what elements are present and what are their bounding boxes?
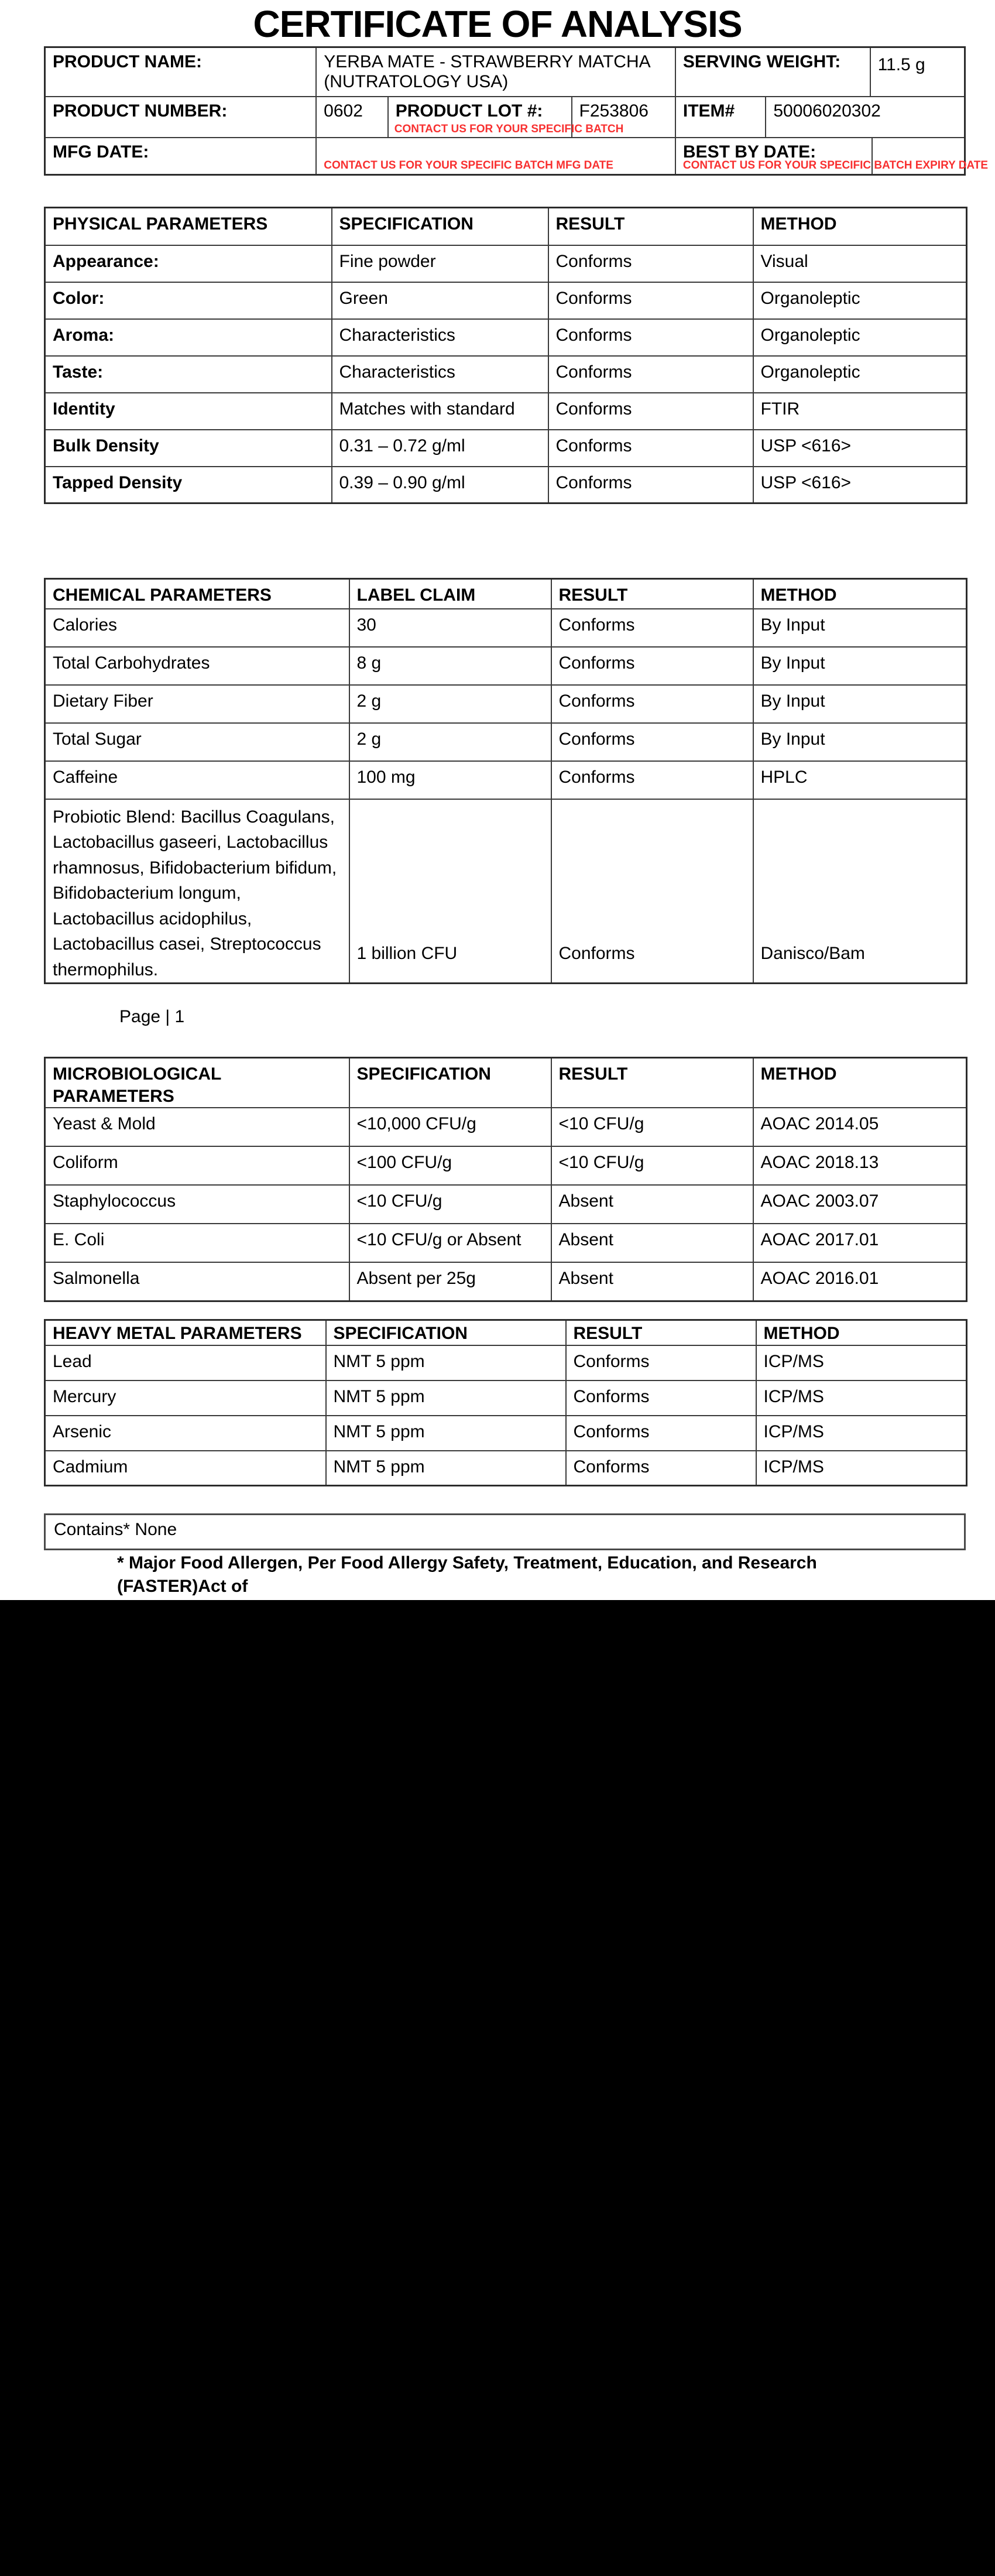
cell-param: Aroma:	[45, 319, 332, 356]
cell-label-claim: 8 g	[349, 647, 551, 685]
cell-param: Bulk Density	[45, 430, 332, 467]
product-name-line1: YERBA MATE - STRAWBERRY MATCHA	[324, 52, 651, 71]
mfg-date-label: MFG DATE:	[46, 138, 317, 174]
cell-spec: Green	[332, 282, 548, 319]
cell-spec: 0.39 – 0.90 g/ml	[332, 467, 548, 503]
cell-method: By Input	[753, 685, 967, 723]
cell-method: ICP/MS	[756, 1451, 967, 1486]
best-by-note: CONTACT US FOR YOUR SPECIFIC BATCH EXPIRY DATE	[682, 159, 989, 172]
item-label: ITEM#	[676, 97, 766, 137]
product-name-line2: (NUTRATOLOGY USA)	[324, 72, 509, 91]
cell-spec: NMT 5 ppm	[326, 1381, 566, 1416]
cell-spec: Characteristics	[332, 356, 548, 393]
cell-result: Conforms	[566, 1451, 756, 1486]
cell-result: Conforms	[551, 609, 753, 647]
header-method: METHOD	[756, 1320, 967, 1345]
cell-method: Visual	[753, 245, 967, 282]
table-row	[45, 393, 967, 430]
header-label-claim: LABEL CLAIM	[349, 579, 551, 609]
cell-param: Appearance:	[45, 245, 332, 282]
table-row	[45, 685, 967, 723]
header-spec: SPECIFICATION	[326, 1320, 566, 1345]
table-header-row	[45, 579, 967, 609]
product-name-value	[317, 48, 676, 96]
header-result: RESULT	[548, 208, 753, 245]
cell-result: Conforms	[548, 356, 753, 393]
table-row	[45, 1345, 967, 1381]
table-row	[46, 48, 964, 97]
product-lot-label: PRODUCT LOT #:	[395, 101, 543, 121]
header-param: HEAVY METAL PARAMETERS	[45, 1320, 326, 1345]
cell-method: Organoleptic	[753, 319, 967, 356]
table-row	[45, 1262, 967, 1301]
item-value: 50006020302	[773, 101, 881, 121]
cell-spec: <10,000 CFU/g	[349, 1108, 551, 1146]
cell-method: AOAC 2014.05	[753, 1108, 967, 1146]
cell-param: Staphylococcus	[45, 1185, 349, 1224]
product-lot-note: CONTACT US FOR YOUR SPECIFIC BATCH	[394, 123, 624, 136]
microbiological-parameters-table	[44, 1057, 967, 1302]
product-number-label: PRODUCT NUMBER:	[46, 97, 317, 137]
table-row	[45, 1416, 967, 1451]
cell-result: Absent	[551, 1185, 753, 1224]
cell-param: Total Carbohydrates	[45, 647, 349, 685]
table-row	[45, 609, 967, 647]
table-row	[45, 799, 967, 984]
cell-result: Conforms	[566, 1381, 756, 1416]
cell-spec: Matches with standard	[332, 393, 548, 430]
heavy-metal-parameters-table	[44, 1319, 967, 1486]
table-row	[45, 1146, 967, 1185]
table-header-row	[45, 208, 967, 245]
table-header-row	[45, 1058, 967, 1108]
serving-weight-value: 11.5 g	[877, 55, 925, 74]
cell-result: Conforms	[551, 685, 753, 723]
cell-param: Mercury	[45, 1381, 326, 1416]
header-method: METHOD	[753, 208, 967, 245]
footer-black-band	[0, 1600, 995, 2576]
cell-method: USP <616>	[753, 467, 967, 503]
cell-spec: Absent per 25g	[349, 1262, 551, 1301]
cell-result: <10 CFU/g	[551, 1146, 753, 1185]
cell-method: Danisco/Bam	[753, 799, 967, 984]
cell-method: AOAC 2017.01	[753, 1224, 967, 1262]
cell-spec: Characteristics	[332, 319, 548, 356]
cell-param: Total Sugar	[45, 723, 349, 761]
cell-result: Conforms	[548, 282, 753, 319]
header-result: RESULT	[566, 1320, 756, 1345]
cell-method: ICP/MS	[756, 1345, 967, 1381]
serving-weight-label: SERVING WEIGHT:	[676, 48, 871, 96]
cell-param: Taste:	[45, 356, 332, 393]
table-row	[45, 723, 967, 761]
table-row	[45, 467, 967, 503]
cell-method: Organoleptic	[753, 282, 967, 319]
table-row	[46, 97, 964, 138]
table-row	[45, 1451, 967, 1486]
table-row	[46, 138, 989, 174]
allergen-footnote-line1: * Major Food Allergen, Per Food Allergy Safety, Treatment, Education, and Research (FASTER)Act of	[117, 1553, 817, 1596]
mfg-date-note: CONTACT US FOR YOUR SPECIFIC BATCH MFG DATE	[324, 159, 613, 172]
cell-method: USP <616>	[753, 430, 967, 467]
mfg-date-cell	[317, 138, 676, 174]
cell-method: FTIR	[753, 393, 967, 430]
table-row	[45, 319, 967, 356]
cell-result: Conforms	[551, 799, 753, 984]
cell-label-claim: 1 billion CFU	[349, 799, 551, 984]
cell-param: Probiotic Blend: Bacillus Coagulans, Lactobacillus gaseeri, Lactobacillus rhamnosus, Bifidobacterium bifidum, Bifidobacterium longum, Lactobacillus acidophilus, Lactobacillus casei, Streptococcus thermophilus.	[45, 799, 349, 984]
cell-method: ICP/MS	[756, 1381, 967, 1416]
cell-param: Salmonella	[45, 1262, 349, 1301]
cell-param: Caffeine	[45, 761, 349, 799]
cell-method: ICP/MS	[756, 1416, 967, 1451]
cell-method: By Input	[753, 609, 967, 647]
table-row	[45, 1381, 967, 1416]
best-by-cell	[676, 138, 989, 174]
cell-param: Tapped Density	[45, 467, 332, 503]
cell-spec: <10 CFU/g or Absent	[349, 1224, 551, 1262]
cell-method: By Input	[753, 723, 967, 761]
cell-result: Conforms	[548, 393, 753, 430]
cell-param: Dietary Fiber	[45, 685, 349, 723]
cell-label-claim: 2 g	[349, 685, 551, 723]
product-number-value: 0602	[317, 97, 389, 137]
table-row	[45, 761, 967, 799]
table-header-row	[45, 1320, 967, 1345]
cell-param: Coliform	[45, 1146, 349, 1185]
header-spec: SPECIFICATION	[332, 208, 548, 245]
cell-param: Arsenic	[45, 1416, 326, 1451]
cell-result: Absent	[551, 1224, 753, 1262]
physical-parameters-table	[44, 207, 967, 504]
cell-param: Calories	[45, 609, 349, 647]
cell-param: Yeast & Mold	[45, 1108, 349, 1146]
cell-result: Conforms	[566, 1416, 756, 1451]
cell-result: Conforms	[551, 723, 753, 761]
cell-param: E. Coli	[45, 1224, 349, 1262]
table-row	[45, 647, 967, 685]
cell-param: Color:	[45, 282, 332, 319]
header-result: RESULT	[551, 579, 753, 609]
cell-spec: 0.31 – 0.72 g/ml	[332, 430, 548, 467]
cell-method: AOAC 2016.01	[753, 1262, 967, 1301]
product-lot-value: F253806	[572, 97, 676, 137]
header-spec: SPECIFICATION	[349, 1058, 551, 1108]
header-method: METHOD	[753, 1058, 967, 1108]
cell-param: Identity	[45, 393, 332, 430]
cell-spec: <100 CFU/g	[349, 1146, 551, 1185]
cell-spec: NMT 5 ppm	[326, 1416, 566, 1451]
cell-param: Lead	[45, 1345, 326, 1381]
document-header	[0, 2, 995, 52]
chemical-parameters-table	[44, 578, 967, 984]
contains-statement-box: Contains* None	[44, 1513, 966, 1550]
product-name-label: PRODUCT NAME:	[46, 48, 317, 96]
cell-method: By Input	[753, 647, 967, 685]
page-title: CERTIFICATE OF ANALYSIS	[247, 2, 747, 52]
cell-result: Conforms	[551, 761, 753, 799]
cell-spec: <10 CFU/g	[349, 1185, 551, 1224]
page-number: Page | 1	[119, 1007, 185, 1026]
cell-result: Conforms	[548, 430, 753, 467]
cell-result: <10 CFU/g	[551, 1108, 753, 1146]
cell-result: Conforms	[548, 319, 753, 356]
cell-result: Conforms	[548, 245, 753, 282]
cell-result: Conforms	[548, 467, 753, 503]
table-row	[45, 1224, 967, 1262]
table-row	[45, 1108, 967, 1146]
best-by-label: BEST BY DATE:	[682, 142, 816, 162]
cell-result: Conforms	[566, 1345, 756, 1381]
cell-param: Cadmium	[45, 1451, 326, 1486]
table-row	[45, 1185, 967, 1224]
cell-method: HPLC	[753, 761, 967, 799]
cell-spec: NMT 5 ppm	[326, 1451, 566, 1486]
table-row	[45, 245, 967, 282]
cell-result: Absent	[551, 1262, 753, 1301]
header-result: RESULT	[551, 1058, 753, 1108]
header-method: METHOD	[753, 579, 967, 609]
table-row	[45, 356, 967, 393]
cell-method: AOAC 2003.07	[753, 1185, 967, 1224]
cell-label-claim: 100 mg	[349, 761, 551, 799]
table-row	[45, 430, 967, 467]
header-param: MICROBIOLOGICAL PARAMETERS	[45, 1058, 349, 1108]
product-info-table	[44, 46, 989, 176]
cell-label-claim: 30	[349, 609, 551, 647]
table-row	[45, 282, 967, 319]
cell-spec: NMT 5 ppm	[326, 1345, 566, 1381]
cell-spec: Fine powder	[332, 245, 548, 282]
cell-method: Organoleptic	[753, 356, 967, 393]
cell-label-claim: 2 g	[349, 723, 551, 761]
header-param: CHEMICAL PARAMETERS	[45, 579, 349, 609]
header-param: PHYSICAL PARAMETERS	[45, 208, 332, 245]
cell-result: Conforms	[551, 647, 753, 685]
cell-method: AOAC 2018.13	[753, 1146, 967, 1185]
